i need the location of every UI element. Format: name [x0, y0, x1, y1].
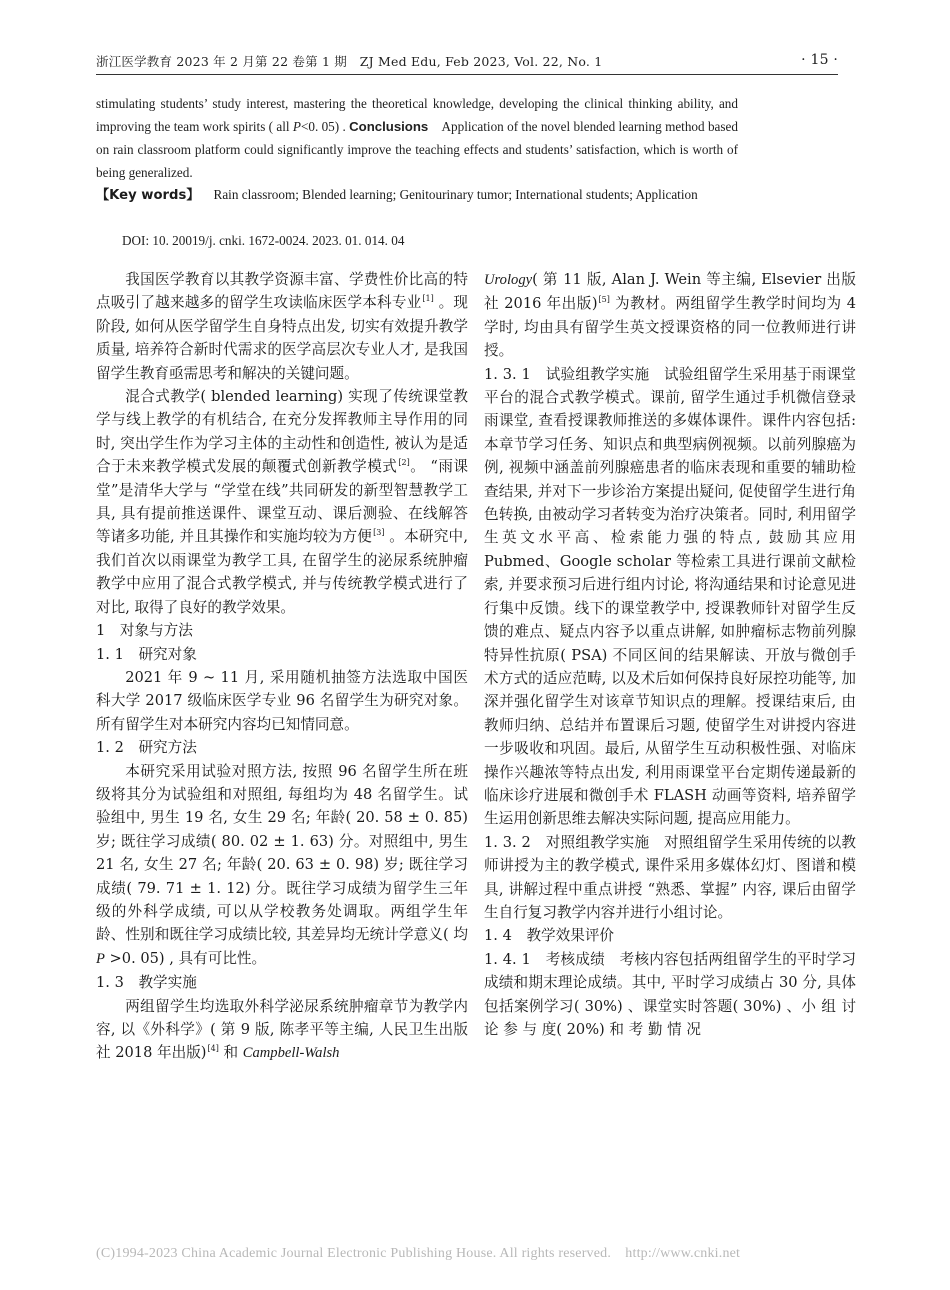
- paragraph-text: 本研究采用试验对照方法, 按照 96 名留学生所在班级将其分为试验组和对照组, 每组均为 48 名留学生。试验组中, 男生 19 名, 女生 29 名; 年龄( 20. 58 ± 0. 85) 岁; 既往学习成绩( 80. 02 ± 1. 63) 分。对照组中, 男生 21 名, 女生 27 名; 年龄( 20. 63 ± 0. 98) 岁; 既往学习成绩( 79. 71 ± 1. 12) 分。既往学习成绩为留学生三年级的外科学成绩, 可以从学校教务处调取。两组学生年龄、性别和既往学习成绩比较, 其差异均无统计学意义( 均: [96, 762, 468, 944]
- paragraph: 2021 年 9 ~ 11 月, 采用随机抽签方法选取中国医科大学 2017 级临床医学专业 96 名留学生为研究对象。所有留学生对本研究内容均已知情同意。: [96, 668, 468, 733]
- paragraph: [96, 385, 468, 619]
- paragraph-text: ( 第 11 版, Alan J. Wein 等主编, Elsevier 出版社 2016 年出版): [484, 271, 856, 313]
- running-header: [96, 52, 838, 70]
- paragraph: 1. 3. 1 试验组教学实施 试验组留学生采用基于雨课堂平台的混合式教学模式。课前, 留学生通过手机微信登录雨课堂, 查看授课教师推送的多媒体课件。课件内容包括: 本章节学习任务、知识点和典型病例视频。以前列腺癌为例, 视频中涵盖前列腺癌患者的临床表现和重要的辅助检查结果, 并对下一步诊治方案提出疑问, 促使留学生进行角色转换, 由被动学习者转变为治疗决策者。同时, 利用留学生英文水平高、检索能力强的特点, 鼓励其应用 Pubmed、Google scholar 等检索工具进行课前文献检索, 并要求预习后进行组内讨论, 将沟通结果和讨论意见进行集中反馈。线下的课堂教学中, 授课教师针对留学生反馈的难点、疑点内容予以重点讲解, 如肿瘤标志物前列腺特异性抗原( PSA) 不同区间的结果解读、开放与微创手术方式的适应范畴, 以及术后如何保持良好尿控功能等, 加深并强化留学生对该章节知识点的理解。授课结束后, 由教师归纳、总结并布置课后习题, 使留学生对讲授内容进一步吸收和巩固。最后, 从留学生互动积极性强、对临床操作兴趣浓等特点出发, 利用雨课堂平台定期传递最新的临床诊疗进展和微创手术 FLASH 动画等资料, 培养留学生运用创新思维去解决实际问题, 提高应用能力。: [484, 365, 856, 828]
- subsection-heading: 1. 4 教学效果评价: [484, 927, 615, 945]
- paragraph: [484, 268, 856, 363]
- abstract-text-1: stimulating students’ study interest, mastering the theoretical knowledge, developing the clinical thinking ability, and improving the team work spirits ( all: [96, 96, 738, 134]
- paragraph-text: >0. 05) , 具有可比性。: [104, 949, 267, 967]
- right-column: [484, 268, 856, 1041]
- page-number: · 15 ·: [801, 52, 838, 68]
- citation-ref: [4]: [207, 1044, 219, 1054]
- paragraph-text: 为教材。两组留学生教学时间均为 4 学时, 均由具有留学生英文授课资格的同一位教师进行讲授。: [484, 295, 856, 360]
- paragraph: 1. 3. 2 对照组教学实施 对照组留学生采用传统的以教师讲授为主的教学模式, 课件采用多媒体幻灯、图谱和模具, 讲解过程中重点讲授 “熟悉、掌握” 内容, 课后由留学生自行复习教学内容并进行小组讨论。: [484, 833, 856, 921]
- keywords-label: 【Key words】: [96, 188, 200, 203]
- citation-ref: [2]: [398, 458, 410, 468]
- p-symbol: P: [292, 119, 301, 134]
- paragraph-text: 和: [218, 1044, 243, 1062]
- doi: DOI: 10. 20019/j. cnki. 1672-0024. 2023. 01. 014. 04: [122, 233, 405, 248]
- paragraph: [96, 268, 468, 385]
- abstract-continuation: [96, 92, 738, 184]
- conclusions-label: Conclusions: [349, 119, 429, 134]
- citation-ref: [1]: [422, 294, 434, 304]
- paragraph: [96, 995, 468, 1066]
- paragraph-text: 混合式教学( blended learning) 实现了传统课堂教学与线上教学的有机结合, 在充分发挥教师主导作用的同时, 突出学生作为学习主体的主动性和创造性, 被认为是适合于未来教学模式发展的颠覆式创新教学模式: [96, 388, 468, 476]
- abstract-text-3: Application of the novel blended learning method based on rain classroom platform could significantly improve the teaching effects and students’ satisfaction, which is worth of being generalized.: [96, 119, 738, 180]
- section-heading: 1 对象与方法: [96, 622, 193, 640]
- subsection-heading: 1. 2 研究方法: [96, 739, 197, 757]
- paragraph-text: 。 “雨课堂”是清华大学与 “学堂在线”共同研发的新型智慧教学工具, 具有提前推送课件、课堂互动、课后测验、在线解答等诸多功能, 并且其操作和实施均较为方便: [96, 458, 468, 546]
- left-column: [96, 268, 468, 1066]
- abstract-text-2: <0. 05) .: [300, 119, 350, 134]
- copyright-footer: (C)1994-2023 China Academic Journal Electronic Publishing House. All rights reserved. http://www.cnki.net: [96, 1246, 741, 1261]
- paragraph-text: 。本研究中, 我们首次以雨课堂为教学工具, 在留学生的泌尿系统肿瘤教学中应用了混合式教学模式, 并与传统教学模式进行了对比, 取得了良好的教学效果。: [96, 528, 469, 616]
- paragraph-text: 两组留学生均选取外科学泌尿系统肿瘤章节为教学内容, 以《外科学》( 第 9 版, 陈孝平等主编, 人民卫生出版社 2018 年出版): [96, 997, 468, 1062]
- citation-ref: [3]: [373, 528, 385, 538]
- journal-citation: 浙江医学教育 2023 年 2 月第 22 卷第 1 期 ZJ Med Edu, Feb 2023, Vol. 22, No. 1: [96, 54, 603, 69]
- paragraph-text: 。现阶段, 如何从医学留学生自身特点出发, 切实有效提升教学质量, 培养符合新时代需求的医学高层次专业人才, 是我国留学生教育亟需思考和解决的关键问题。: [96, 294, 468, 382]
- book-title: Urology: [484, 272, 533, 288]
- paragraph: [96, 760, 468, 972]
- subsection-heading: 1. 3 教学实施: [96, 974, 197, 992]
- paragraph-text: 我国医学教育以其教学资源丰富、学费性价比高的特点吸引了越来越多的留学生攻读临床医学本科专业: [96, 271, 468, 312]
- p-symbol: P: [96, 950, 105, 967]
- header-rule: [96, 74, 838, 75]
- citation-ref: [5]: [598, 295, 610, 305]
- keywords-text: Rain classroom; Blended learning; Genitourinary tumor; International students; Application: [213, 187, 698, 202]
- paragraph: 1. 4. 1 考核成绩 考核内容包括两组留学生的平时学习成绩和期末理论成绩。其中, 平时学习成绩占 30 分, 具体包括案例学习( 30%) 、课堂实时答题( 30%) 、小 组 讨 论 参 与 度( 20%) 和 考 勤 情 况: [484, 950, 856, 1038]
- book-title: Campbell-Walsh: [242, 1045, 340, 1062]
- keywords: [96, 183, 738, 207]
- subsection-heading: 1. 1 研究对象: [96, 645, 197, 663]
